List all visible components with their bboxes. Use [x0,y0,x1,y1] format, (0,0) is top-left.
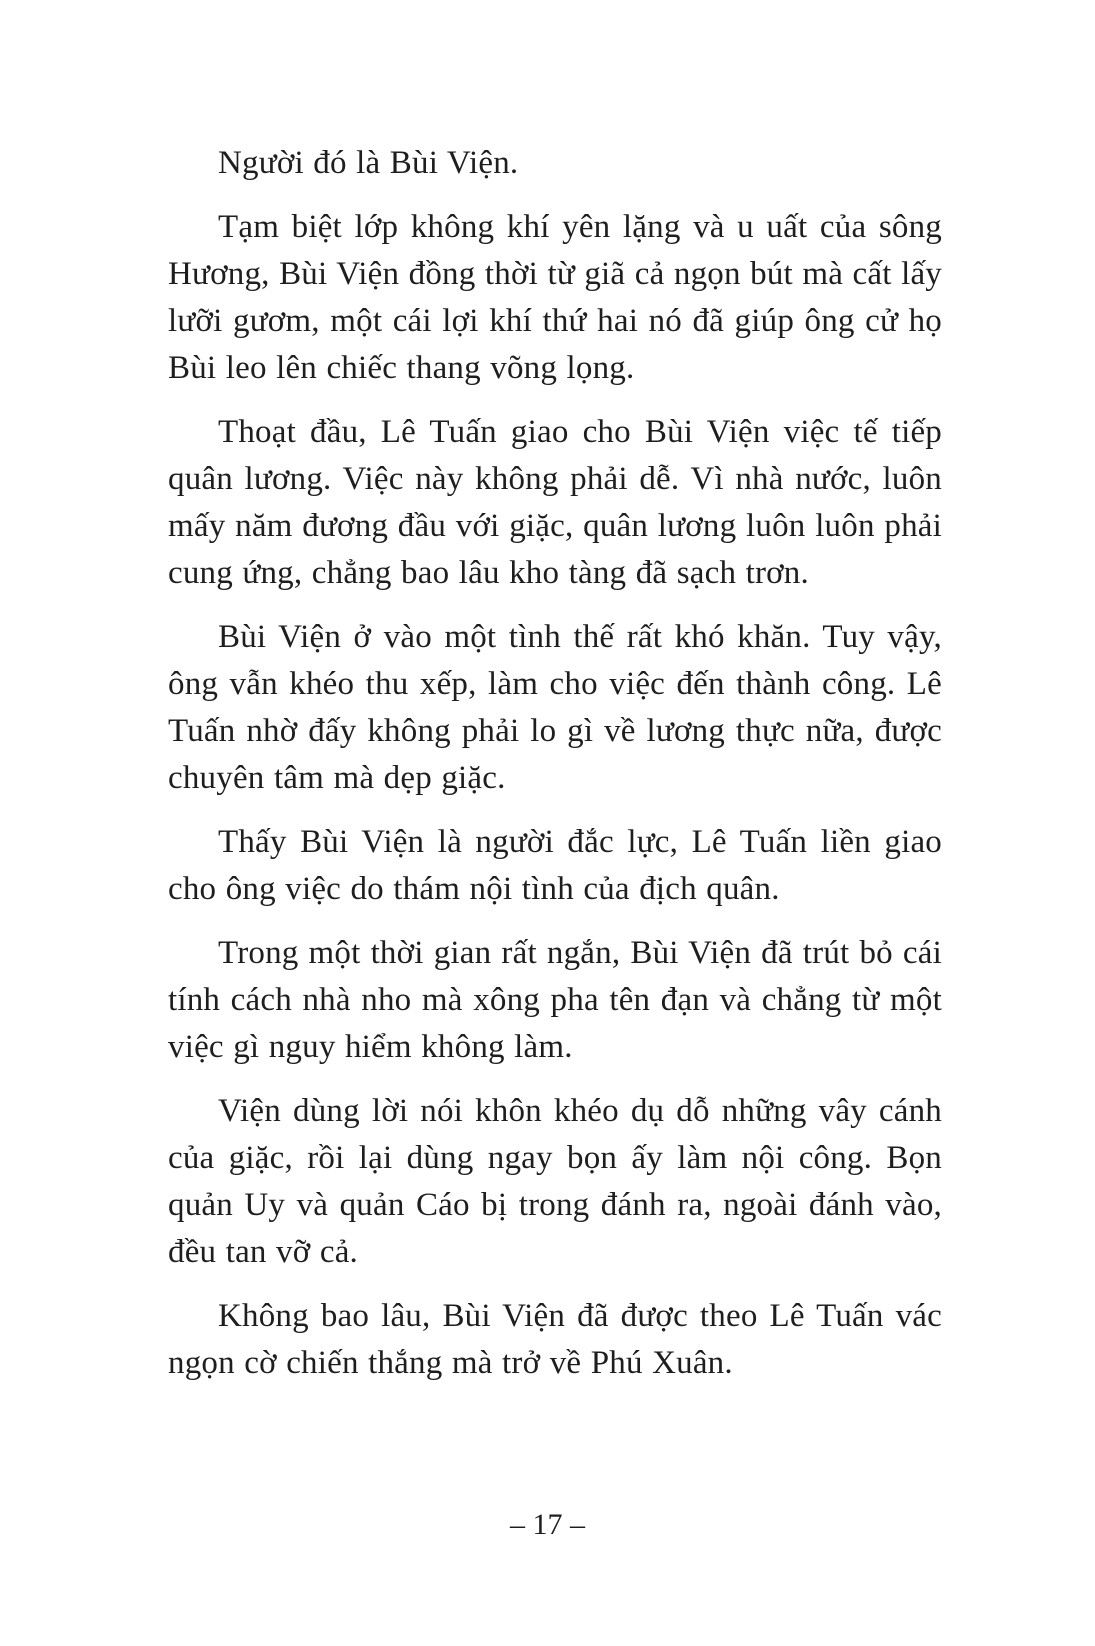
paragraph: Tạm biệt lớp không khí yên lặng và u uất của sông Hương, Bùi Viện đồng thời từ giã cả ngọn bút mà cất lấy lưỡi gươm, một cái lợi khí thứ hai nó đã giúp ông cử họ Bùi leo lên chiếc thang võng lọng. [168,209,942,386]
page-number: – 17 – [510,1508,585,1541]
paragraph: Thoạt đầu, Lê Tuấn giao cho Bùi Viện việc tế tiếp quân lương. Việc này không phải dễ. Vì nhà nước, luôn mấy năm đương đầu với giặc, quân lương luôn luôn phải cung ứng, chẳng bao lâu kho tàng đã sạch trơn. [168,414,942,591]
paragraph: Bùi Viện ở vào một tình thế rất khó khăn. Tuy vậy, ông vẫn khéo thu xếp, làm cho việc đến thành công. Lê Tuấn nhờ đấy không phải lo gì về lương thực nữa, được chuyên tâm mà dẹp giặc. [168,619,942,796]
page-text-block [168,140,942,1404]
paragraph: Người đó là Bùi Viện. [218,145,519,181]
paragraph: Viện dùng lời nói khôn khéo dụ dỗ những vây cánh của giặc, rồi lại dùng ngay bọn ấy làm nội công. Bọn quản Uy và quản Cáo bị trong đánh ra, ngoài đánh vào, đều tan vỡ cả. [168,1093,942,1270]
paragraph: Không bao lâu, Bùi Viện đã được theo Lê Tuấn vác ngọn cờ chiến thắng mà trở về Phú Xuân. [168,1298,942,1381]
paragraph: Trong một thời gian rất ngắn, Bùi Viện đã trút bỏ cái tính cách nhà nho mà xông pha tên đạn và chẳng từ một việc gì nguy hiểm không làm. [168,935,942,1065]
paragraph: Thấy Bùi Viện là người đắc lực, Lê Tuấn liền giao cho ông việc do thám nội tình của địch quân. [168,824,942,907]
